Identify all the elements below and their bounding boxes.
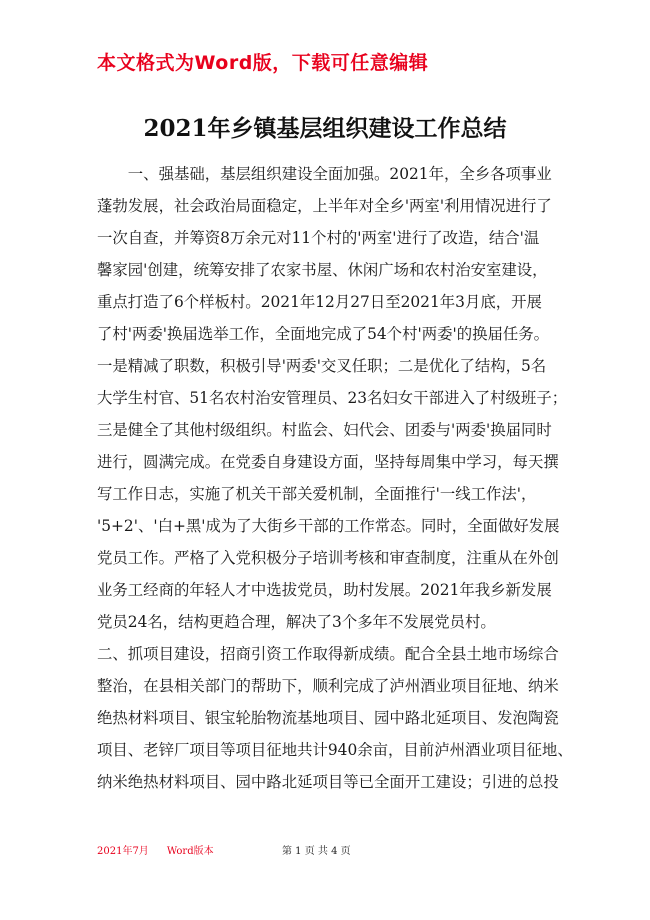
body-line: 大学生村官、51名农村治安管理员、23名妇女干部进入了村级班子； (97, 389, 568, 407)
footer-date: 2021年7月 (97, 846, 149, 857)
document-title: 2021年乡镇基层组织建设工作总结 (143, 115, 507, 142)
body-line: 整治，在县相关部门的帮助下，顺利完成了泸州酒业项目征地、纳米 (97, 677, 559, 695)
body-line: '5+2'、'白+黑'成为了大街乡干部的工作常态。同时，全面做好发展 (97, 517, 560, 535)
body-line: 一是精减了职数，积极引导'两委'交叉任职；二是优化了结构，5名 (97, 357, 547, 375)
footer-left (97, 842, 214, 857)
body-line: 重点打造了6个样板村。2021年12月27日至2021年3月底，开展 (97, 293, 542, 311)
body-line: 一次自查，并筹资8万余元对11个村的'两室'进行了改造，结合'温 (97, 229, 540, 247)
body-line: 党员24名，结构更趋合理，解决了3个多年不发展党员村。 (97, 613, 496, 631)
footer-page-number: 第 1 页 共 4 页 (282, 846, 351, 857)
body-line: 党员工作。严格了入党积极分子培训考核和审查制度，注重从在外创 (97, 549, 559, 567)
body-line: 馨家园'创建，统筹安排了农家书屋、休闲广场和农村治安室建设， (97, 261, 548, 279)
document-body (97, 158, 573, 798)
body-line: 一、强基础，基层组织建设全面加强。2021年，全乡各项事业 (97, 165, 552, 183)
body-line: 进行，圆满完成。在党委自身建设方面，坚持每周集中学习，每天撰 (97, 453, 559, 471)
footer-version: Word版本 (166, 846, 214, 857)
body-line: 纳米绝热材料项目、园中路北延项目等已全面开工建设；引进的总投 (97, 773, 559, 791)
body-line: 写工作日志，实施了机关干部关爱机制，全面推行'一线工作法'， (97, 485, 537, 503)
body-line: 二、抓项目建设，招商引资工作取得新成绩。配合全县土地市场综合 (97, 645, 559, 663)
body-line: 项目、老锌厂项目等项目征地共计940余亩，目前泸州酒业项目征地、 (97, 741, 573, 759)
body-line: 了村'两委'换届选举工作，全面地完成了54个村'两委'的换届任务。 (97, 325, 550, 343)
body-line: 业务工经商的年轻人才中选拔党员，助村发展。2021年我乡新发展 (97, 581, 552, 599)
word-edit-banner: 本文格式为Word版，下载可任意编辑 (97, 52, 429, 74)
body-line: 绝热材料项目、银宝轮胎物流基地项目、园中路北延项目、发泡陶瓷 (97, 709, 559, 727)
body-line: 三是健全了其他村级组织。村监会、妇代会、团委与'两委'换届同时 (97, 421, 552, 439)
body-line: 蓬勃发展，社会政治局面稳定，上半年对全乡'两室'利用情况进行了 (97, 197, 552, 215)
